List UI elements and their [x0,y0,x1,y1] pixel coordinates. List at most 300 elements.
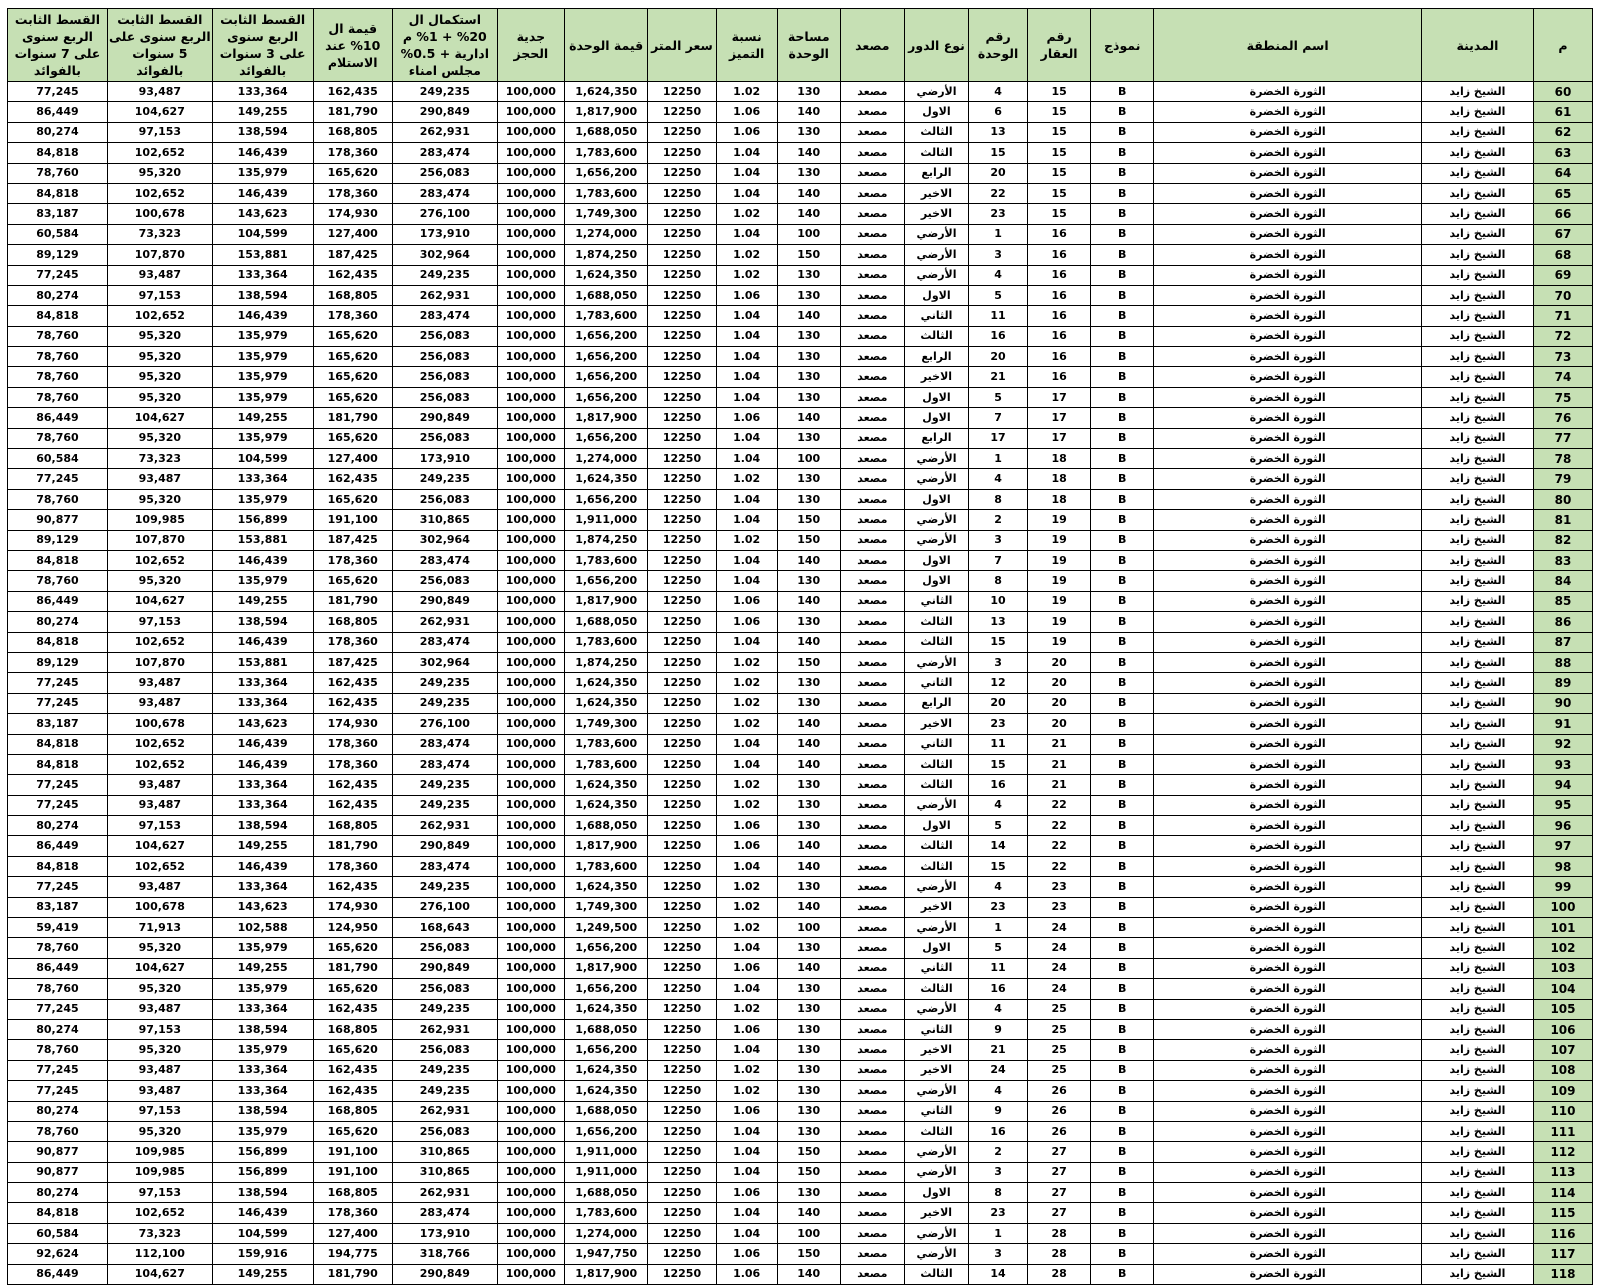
unit-number-cell: 13 [969,122,1028,142]
unit-number-cell: 14 [969,836,1028,856]
premium-ratio-cell: 1.04 [716,754,777,774]
area-cell: الثورة الخضرة [1154,387,1422,407]
property-number-cell: 19 [1028,510,1091,530]
property-number-cell: 19 [1028,550,1091,570]
unit-area-cell: 130 [777,1183,840,1203]
column-header: رقم العقار [1028,9,1091,82]
installment-7y-cell: 77,245 [8,877,108,897]
completion-20pct-cell: 302,964 [392,530,497,550]
row-number: 78 [1533,449,1592,469]
property-number-cell: 15 [1028,143,1091,163]
reservation-deposit-cell: 100,000 [497,1040,564,1060]
installment-5y-cell: 102,652 [107,306,212,326]
installment-5y-cell: 109,985 [107,1142,212,1162]
installment-3y-cell: 133,364 [212,1081,313,1101]
reservation-deposit-cell: 100,000 [497,163,564,183]
elevator-cell: مصعد [840,102,904,122]
handover-10pct-cell: 162,435 [313,1081,392,1101]
meter-price-cell: 12250 [648,224,716,244]
unit-value-cell: 1,783,600 [564,306,647,326]
installment-7y-cell: 78,760 [8,326,108,346]
unit-area-cell: 130 [777,82,840,102]
installment-5y-cell: 93,487 [107,469,212,489]
model-cell: B [1091,1081,1154,1101]
area-cell: الثورة الخضرة [1154,591,1422,611]
model-cell: B [1091,245,1154,265]
row-number: 83 [1533,550,1592,570]
installment-3y-cell: 133,364 [212,795,313,815]
premium-ratio-cell: 1.06 [716,612,777,632]
premium-ratio-cell: 1.02 [716,877,777,897]
installment-5y-cell: 95,320 [107,571,212,591]
unit-number-cell: 3 [969,1244,1028,1264]
meter-price-cell: 12250 [648,734,716,754]
unit-number-cell: 23 [969,204,1028,224]
floor-type-cell: الاخير [904,1060,968,1080]
unit-value-cell: 1,688,050 [564,1019,647,1039]
area-cell: الثورة الخضرة [1154,122,1422,142]
reservation-deposit-cell: 100,000 [497,999,564,1019]
table-row [8,612,1593,632]
unit-number-cell: 1 [969,224,1028,244]
meter-price-cell: 12250 [648,285,716,305]
meter-price-cell: 12250 [648,897,716,917]
model-cell: B [1091,1019,1154,1039]
city-cell: الشيخ زايد [1422,326,1534,346]
installment-3y-cell: 104,599 [212,1223,313,1243]
completion-20pct-cell: 249,235 [392,673,497,693]
floor-type-cell: الاخير [904,897,968,917]
installment-7y-cell: 86,449 [8,958,108,978]
elevator-cell: مصعد [840,1040,904,1060]
handover-10pct-cell: 162,435 [313,1060,392,1080]
meter-price-cell: 12250 [648,347,716,367]
handover-10pct-cell: 165,620 [313,1040,392,1060]
premium-ratio-cell: 1.04 [716,1142,777,1162]
unit-value-cell: 1,783,600 [564,183,647,203]
meter-price-cell: 12250 [648,1244,716,1264]
elevator-cell: مصعد [840,1019,904,1039]
floor-type-cell: الاول [904,387,968,407]
row-number: 65 [1533,183,1592,203]
city-cell: الشيخ زايد [1422,1142,1534,1162]
property-number-cell: 28 [1028,1223,1091,1243]
reservation-deposit-cell: 100,000 [497,1162,564,1182]
unit-area-cell: 130 [777,326,840,346]
handover-10pct-cell: 187,425 [313,245,392,265]
table-body [8,82,1593,1285]
unit-number-cell: 16 [969,326,1028,346]
model-cell: B [1091,306,1154,326]
area-cell: الثورة الخضرة [1154,143,1422,163]
meter-price-cell: 12250 [648,122,716,142]
meter-price-cell: 12250 [648,938,716,958]
installment-7y-cell: 80,274 [8,285,108,305]
unit-area-cell: 150 [777,530,840,550]
completion-20pct-cell: 256,083 [392,979,497,999]
floor-type-cell: الاول [904,571,968,591]
reservation-deposit-cell: 100,000 [497,1264,564,1284]
area-cell: الثورة الخضرة [1154,612,1422,632]
meter-price-cell: 12250 [648,245,716,265]
unit-number-cell: 4 [969,1081,1028,1101]
reservation-deposit-cell: 100,000 [497,836,564,856]
table-row [8,408,1593,428]
unit-value-cell: 1,688,050 [564,1183,647,1203]
unit-value-cell: 1,274,000 [564,224,647,244]
completion-20pct-cell: 283,474 [392,306,497,326]
model-cell: B [1091,102,1154,122]
city-cell: الشيخ زايد [1422,224,1534,244]
installment-7y-cell: 77,245 [8,795,108,815]
meter-price-cell: 12250 [648,387,716,407]
handover-10pct-cell: 181,790 [313,408,392,428]
floor-type-cell: الاخير [904,183,968,203]
model-cell: B [1091,1162,1154,1182]
installment-7y-cell: 77,245 [8,82,108,102]
reservation-deposit-cell: 100,000 [497,938,564,958]
model-cell: B [1091,1060,1154,1080]
premium-ratio-cell: 1.02 [716,714,777,734]
handover-10pct-cell: 165,620 [313,938,392,958]
installment-5y-cell: 100,678 [107,714,212,734]
table-row [8,510,1593,530]
installment-7y-cell: 83,187 [8,714,108,734]
property-number-cell: 18 [1028,489,1091,509]
row-number: 71 [1533,306,1592,326]
city-cell: الشيخ زايد [1422,449,1534,469]
unit-number-cell: 21 [969,1040,1028,1060]
unit-area-cell: 130 [777,1081,840,1101]
row-number: 99 [1533,877,1592,897]
completion-20pct-cell: 256,083 [392,326,497,346]
city-cell: الشيخ زايد [1422,897,1534,917]
row-number: 116 [1533,1223,1592,1243]
model-cell: B [1091,82,1154,102]
row-number: 63 [1533,143,1592,163]
city-cell: الشيخ زايد [1422,754,1534,774]
row-number: 109 [1533,1081,1592,1101]
handover-10pct-cell: 168,805 [313,285,392,305]
row-number: 76 [1533,408,1592,428]
installment-7y-cell: 78,760 [8,428,108,448]
floor-type-cell: الأرضي [904,652,968,672]
installment-3y-cell: 135,979 [212,979,313,999]
unit-number-cell: 13 [969,612,1028,632]
model-cell: B [1091,897,1154,917]
installment-7y-cell: 89,129 [8,530,108,550]
premium-ratio-cell: 1.04 [716,1203,777,1223]
unit-value-cell: 1,749,300 [564,204,647,224]
table-row [8,591,1593,611]
city-cell: الشيخ زايد [1422,1019,1534,1039]
handover-10pct-cell: 162,435 [313,877,392,897]
unit-area-cell: 130 [777,265,840,285]
model-cell: B [1091,1244,1154,1264]
reservation-deposit-cell: 100,000 [497,856,564,876]
unit-value-cell: 1,688,050 [564,612,647,632]
installment-5y-cell: 97,153 [107,122,212,142]
completion-20pct-cell: 256,083 [392,1040,497,1060]
completion-20pct-cell: 262,931 [392,122,497,142]
installment-5y-cell: 93,487 [107,265,212,285]
row-number: 106 [1533,1019,1592,1039]
area-cell: الثورة الخضرة [1154,326,1422,346]
installment-5y-cell: 97,153 [107,1101,212,1121]
area-cell: الثورة الخضرة [1154,550,1422,570]
floor-type-cell: الأرضي [904,265,968,285]
completion-20pct-cell: 290,849 [392,1264,497,1284]
floor-type-cell: الثالث [904,754,968,774]
meter-price-cell: 12250 [648,1203,716,1223]
completion-20pct-cell: 262,931 [392,285,497,305]
meter-price-cell: 12250 [648,489,716,509]
model-cell: B [1091,122,1154,142]
city-cell: الشيخ زايد [1422,82,1534,102]
unit-area-cell: 140 [777,204,840,224]
elevator-cell: مصعد [840,856,904,876]
premium-ratio-cell: 1.06 [716,591,777,611]
area-cell: الثورة الخضرة [1154,204,1422,224]
meter-price-cell: 12250 [648,102,716,122]
city-cell: الشيخ زايد [1422,1183,1534,1203]
row-number: 101 [1533,918,1592,938]
installment-7y-cell: 78,760 [8,367,108,387]
model-cell: B [1091,856,1154,876]
unit-area-cell: 130 [777,367,840,387]
completion-20pct-cell: 256,083 [392,387,497,407]
installment-7y-cell: 89,129 [8,652,108,672]
unit-value-cell: 1,656,200 [564,428,647,448]
table-row [8,1162,1593,1182]
unit-value-cell: 1,688,050 [564,122,647,142]
meter-price-cell: 12250 [648,1121,716,1141]
elevator-cell: مصعد [840,734,904,754]
column-header: نسبة التميز [716,9,777,82]
property-number-cell: 15 [1028,102,1091,122]
installment-7y-cell: 90,877 [8,1142,108,1162]
table-row [8,836,1593,856]
unit-number-cell: 16 [969,979,1028,999]
meter-price-cell: 12250 [648,408,716,428]
reservation-deposit-cell: 100,000 [497,754,564,774]
unit-value-cell: 1,874,250 [564,530,647,550]
model-cell: B [1091,816,1154,836]
elevator-cell: مصعد [840,958,904,978]
city-cell: الشيخ زايد [1422,958,1534,978]
unit-number-cell: 20 [969,693,1028,713]
row-number: 108 [1533,1060,1592,1080]
table-row [8,673,1593,693]
installment-3y-cell: 146,439 [212,754,313,774]
model-cell: B [1091,367,1154,387]
installment-7y-cell: 83,187 [8,204,108,224]
elevator-cell: مصعد [840,1121,904,1141]
unit-area-cell: 140 [777,1203,840,1223]
installment-3y-cell: 135,979 [212,367,313,387]
property-number-cell: 25 [1028,1019,1091,1039]
unit-number-cell: 23 [969,1203,1028,1223]
installment-7y-cell: 60,584 [8,224,108,244]
premium-ratio-cell: 1.04 [716,1223,777,1243]
handover-10pct-cell: 162,435 [313,673,392,693]
elevator-cell: مصعد [840,489,904,509]
property-number-cell: 22 [1028,856,1091,876]
area-cell: الثورة الخضرة [1154,714,1422,734]
floor-type-cell: الثاني [904,1019,968,1039]
elevator-cell: مصعد [840,143,904,163]
installment-3y-cell: 146,439 [212,183,313,203]
installment-7y-cell: 60,584 [8,1223,108,1243]
handover-10pct-cell: 165,620 [313,163,392,183]
model-cell: B [1091,877,1154,897]
property-number-cell: 17 [1028,387,1091,407]
unit-value-cell: 1,656,200 [564,938,647,958]
completion-20pct-cell: 283,474 [392,143,497,163]
unit-value-cell: 1,624,350 [564,1081,647,1101]
area-cell: الثورة الخضرة [1154,856,1422,876]
installment-7y-cell: 80,274 [8,122,108,142]
handover-10pct-cell: 181,790 [313,102,392,122]
table-row [8,326,1593,346]
completion-20pct-cell: 262,931 [392,816,497,836]
table-row [8,632,1593,652]
unit-value-cell: 1,783,600 [564,1203,647,1223]
meter-price-cell: 12250 [648,510,716,530]
unit-number-cell: 16 [969,775,1028,795]
reservation-deposit-cell: 100,000 [497,469,564,489]
handover-10pct-cell: 194,775 [313,1244,392,1264]
row-number: 80 [1533,489,1592,509]
model-cell: B [1091,428,1154,448]
installment-3y-cell: 149,255 [212,1264,313,1284]
area-cell: الثورة الخضرة [1154,102,1422,122]
table-row [8,734,1593,754]
installment-5y-cell: 104,627 [107,836,212,856]
completion-20pct-cell: 290,849 [392,958,497,978]
row-number: 93 [1533,754,1592,774]
unit-area-cell: 100 [777,1223,840,1243]
installment-5y-cell: 102,652 [107,183,212,203]
area-cell: الثورة الخضرة [1154,775,1422,795]
installment-3y-cell: 149,255 [212,836,313,856]
unit-number-cell: 11 [969,958,1028,978]
unit-value-cell: 1,656,200 [564,979,647,999]
installment-5y-cell: 95,320 [107,489,212,509]
unit-value-cell: 1,249,500 [564,918,647,938]
installment-7y-cell: 80,274 [8,816,108,836]
table-row [8,1264,1593,1284]
installment-3y-cell: 104,599 [212,224,313,244]
column-header: مصعد [840,9,904,82]
premium-ratio-cell: 1.04 [716,938,777,958]
handover-10pct-cell: 181,790 [313,958,392,978]
reservation-deposit-cell: 100,000 [497,122,564,142]
area-cell: الثورة الخضرة [1154,265,1422,285]
handover-10pct-cell: 178,360 [313,856,392,876]
installment-3y-cell: 143,623 [212,714,313,734]
meter-price-cell: 12250 [648,428,716,448]
completion-20pct-cell: 249,235 [392,265,497,285]
premium-ratio-cell: 1.02 [716,530,777,550]
meter-price-cell: 12250 [648,1162,716,1182]
installment-3y-cell: 135,979 [212,489,313,509]
unit-area-cell: 150 [777,1162,840,1182]
unit-number-cell: 14 [969,1264,1028,1284]
meter-price-cell: 12250 [648,550,716,570]
premium-ratio-cell: 1.06 [716,816,777,836]
unit-number-cell: 8 [969,489,1028,509]
installment-7y-cell: 77,245 [8,693,108,713]
model-cell: B [1091,449,1154,469]
unit-value-cell: 1,656,200 [564,571,647,591]
property-number-cell: 15 [1028,183,1091,203]
table-row [8,979,1593,999]
installment-3y-cell: 156,899 [212,1162,313,1182]
unit-area-cell: 130 [777,816,840,836]
unit-area-cell: 140 [777,714,840,734]
floor-type-cell: الاول [904,489,968,509]
completion-20pct-cell: 249,235 [392,469,497,489]
price-list-sheet [7,8,1593,1285]
installment-5y-cell: 93,487 [107,999,212,1019]
row-number: 89 [1533,673,1592,693]
handover-10pct-cell: 165,620 [313,571,392,591]
floor-type-cell: الثاني [904,1101,968,1121]
installment-5y-cell: 95,320 [107,428,212,448]
property-number-cell: 15 [1028,163,1091,183]
unit-number-cell: 3 [969,1162,1028,1182]
reservation-deposit-cell: 100,000 [497,1121,564,1141]
area-cell: الثورة الخضرة [1154,224,1422,244]
area-cell: الثورة الخضرة [1154,1203,1422,1223]
floor-type-cell: الثالث [904,326,968,346]
floor-type-cell: الثالث [904,836,968,856]
column-header: رقم الوحدة [969,9,1028,82]
row-number: 96 [1533,816,1592,836]
completion-20pct-cell: 318,766 [392,1244,497,1264]
model-cell: B [1091,1121,1154,1141]
installment-7y-cell: 77,245 [8,673,108,693]
city-cell: الشيخ زايد [1422,1081,1534,1101]
unit-area-cell: 130 [777,489,840,509]
floor-type-cell: الأرضي [904,1162,968,1182]
installment-3y-cell: 135,979 [212,387,313,407]
meter-price-cell: 12250 [648,632,716,652]
unit-area-cell: 150 [777,652,840,672]
meter-price-cell: 12250 [648,612,716,632]
completion-20pct-cell: 283,474 [392,856,497,876]
table-row [8,469,1593,489]
unit-number-cell: 4 [969,999,1028,1019]
row-number: 98 [1533,856,1592,876]
installment-7y-cell: 77,245 [8,469,108,489]
reservation-deposit-cell: 100,000 [497,82,564,102]
property-number-cell: 28 [1028,1244,1091,1264]
installment-3y-cell: 159,916 [212,1244,313,1264]
unit-area-cell: 140 [777,102,840,122]
installment-5y-cell: 97,153 [107,285,212,305]
installment-7y-cell: 86,449 [8,408,108,428]
installment-3y-cell: 133,364 [212,1060,313,1080]
property-number-cell: 23 [1028,877,1091,897]
installment-3y-cell: 135,979 [212,1040,313,1060]
row-number: 69 [1533,265,1592,285]
premium-ratio-cell: 1.04 [716,1162,777,1182]
installment-5y-cell: 97,153 [107,612,212,632]
unit-area-cell: 130 [777,979,840,999]
premium-ratio-cell: 1.02 [716,1060,777,1080]
